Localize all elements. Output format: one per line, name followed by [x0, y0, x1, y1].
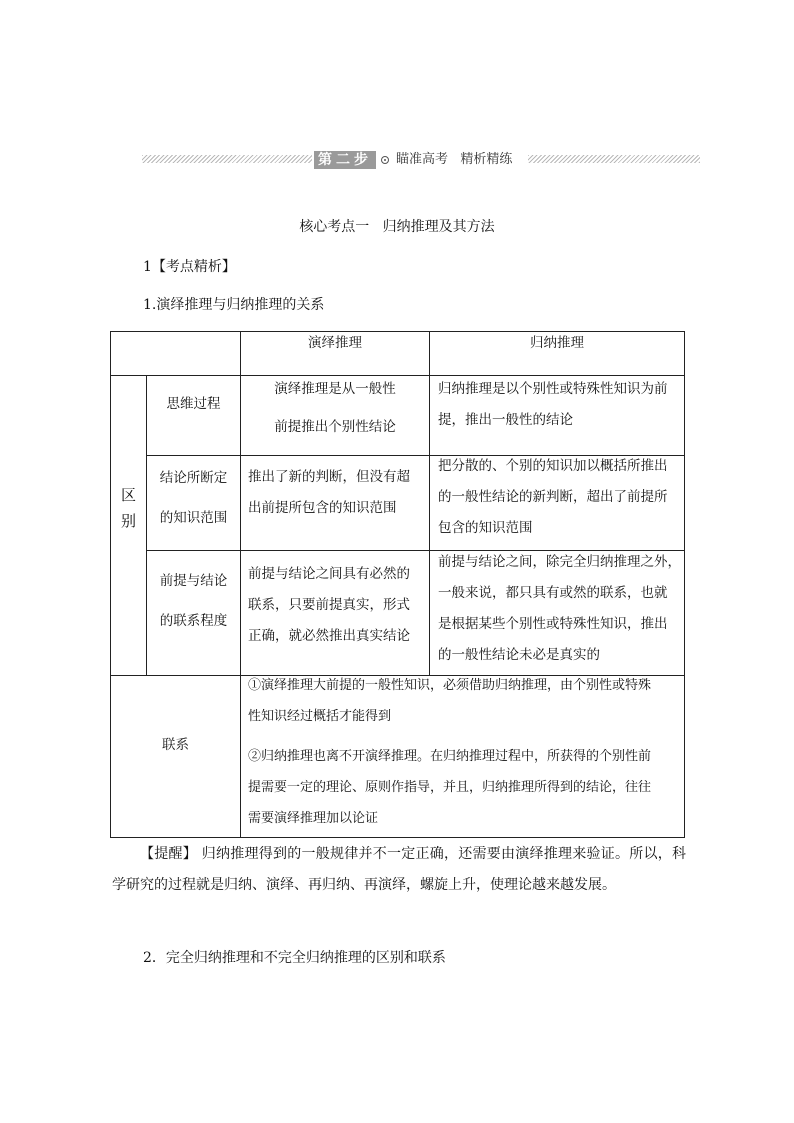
step-badge: 第二步	[314, 151, 376, 169]
header-inductive: 归纳推理	[530, 335, 584, 351]
row-label-thinking: 思维过程	[166, 396, 221, 412]
row-label-connection: 前提与结论 的联系程度	[159, 573, 228, 629]
table-divider	[429, 332, 430, 675]
row2-inductive: 把分散的、个别的知识加以概括所推出 的一般性结论的新判断，超出了前提所 包含的知识范围	[438, 458, 668, 536]
section-title: 核心考点一 归纳推理及其方法	[299, 219, 495, 235]
banner-hatch-left	[142, 155, 312, 163]
subheading-1: 1.演绎推理与归纳推理的关系	[143, 297, 325, 313]
remark-paragraph: 【提醒】 归纳推理得到的一般规律并不一定正确，还需要由演绎推理来验证。所以，科学研究的过程就是归纳、演绎、再归纳、再演绎，螺旋上升，使理论越来越发展。	[112, 846, 686, 893]
header-deductive: 演绎推理	[308, 335, 362, 351]
relation-label: 联系	[162, 737, 189, 753]
banner-hatch-right	[528, 155, 700, 163]
group-label: 区 别	[120, 486, 136, 530]
bullet-icon	[381, 156, 389, 164]
banner-title: 瞄准高考 精析精练	[396, 152, 513, 167]
comparison-table	[110, 331, 685, 838]
subheading-2: 2．完全归纳推理和不完全归纳推理的区别和联系	[143, 950, 446, 966]
row3-deductive: 前提与结论之间具有必然的 联系，只要前提真实，形式 正确，就必然推出真实结论	[248, 566, 410, 644]
row1-inductive: 归纳推理是以个别性或特殊性知识为前 提，推出一般性的结论	[438, 381, 668, 428]
analysis-heading: 1【考点精析】	[143, 259, 236, 275]
row-label-scope: 结论所断定 的知识范围	[159, 470, 228, 526]
row2-deductive: 推出了新的判断，但没有超 出前提所包含的知识范围	[248, 469, 410, 516]
relation-text: ①演绎推理大前提的一般性知识，必须借助归纳推理，由个别性或特殊 性知识经过概括才能得到 ②归纳推理也离不开演绎推理。在归纳推理过程中，所获得的个别性前 提需要一定的理论、原则作指导，并且，归纳推理所得到的结论，往往 需要演绎推理加以论证	[248, 678, 652, 826]
table-divider	[240, 675, 241, 837]
row3-inductive: 前提与结论之间，除完全归纳推理之外， 一般来说，都只具有或然的联系，也就 是根据某些个别性或特殊性知识，推出 的一般性结论未必是真实的	[438, 554, 681, 663]
row1-deductive: 演绎推理是从一般性 前提推出个别性结论	[274, 381, 396, 435]
